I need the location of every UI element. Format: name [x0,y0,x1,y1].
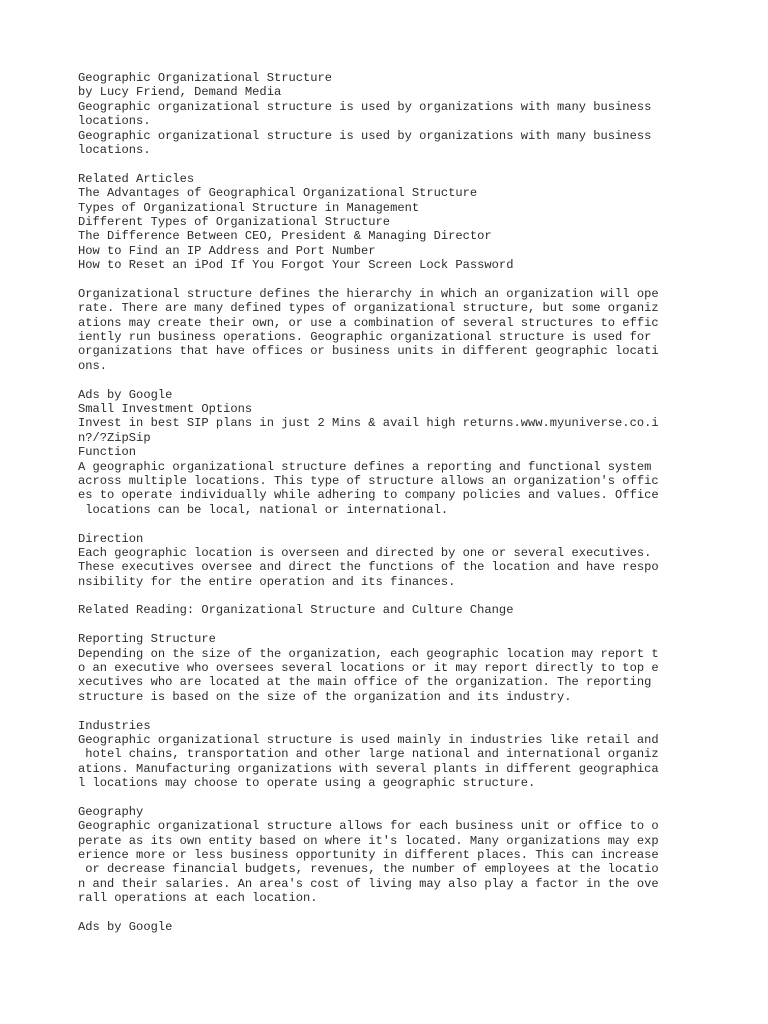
byline: by Lucy Friend, Demand Media [78,85,282,100]
paragraph-line: Geographic organizational structure allows for each business unit or office to o [78,819,659,834]
paragraph-line: A geographic organizational structure defines a reporting and functional system [78,459,652,474]
section-heading: Function [78,445,137,460]
paragraph-line: rate. There are many defined types of organizational structure, but some organiz [78,301,659,316]
related-article-link[interactable]: Different Types of Organizational Structure [78,214,391,229]
section-heading: Related Articles [78,171,195,186]
reporting-block [78,632,758,704]
section-heading: Industries [78,718,151,733]
related-article-link[interactable]: The Difference Between CEO, President & Managing Director [78,229,492,244]
related-article-link[interactable]: The Advantages of Geographical Organizational Structure [78,186,478,201]
related-reading-block [78,603,758,617]
paragraph-line: hotel chains, transportation and other large national and international organiz [78,747,659,762]
related-article-link[interactable]: Types of Organizational Structure in Management [78,200,420,215]
ad-title-link[interactable]: Small Investment Options [78,401,253,416]
intro-paragraph [78,287,758,373]
paragraph-line: organizations that have offices or business units in different geographic locati [78,344,659,359]
paragraph-line: n and their salaries. An area's cost of living may also play a factor in the ove [78,876,659,891]
section-heading: Direction [78,531,144,546]
paragraph-line: xecutives who are located at the main office of the organization. The reporting [78,675,652,690]
ad-text[interactable]: n?/?ZipSip [78,430,151,445]
paragraph-line: These executives oversee and direct the functions of the location and have respo [78,560,659,575]
header-block [78,71,758,157]
paragraph-line: o an executive who oversees several locations or it may report directly to top e [78,661,659,676]
paragraph-line: Geographic organizational structure is used mainly in industries like retail and [78,732,659,747]
ads-function-block [78,388,758,518]
paragraph-line: erience more or less business opportunity in different places. This can increase [78,848,659,863]
summary-line: Geographic organizational structure is used by organizations with many business [78,128,652,143]
summary-line: Geographic organizational structure is used by organizations with many business [78,99,652,114]
paragraph-line: es to operate individually while adhering to company policies and values. Office [78,488,659,503]
summary-line: locations. [78,142,151,157]
industries-block [78,719,758,791]
ads-label: Ads by Google [78,920,173,935]
paragraph-line: ations may create their own, or use a combination of several structures to effic [78,315,659,330]
paragraph-line: locations can be local, national or international. [78,502,449,517]
paragraph-line: iently run business operations. Geographic organizational structure is used for [78,330,652,345]
paragraph-line: or decrease financial budgets, revenues, the number of employees at the locatio [78,862,659,877]
paragraph-line: across multiple locations. This type of structure allows an organization's offic [78,473,659,488]
paragraph-line: rall operations at each location. [78,891,318,906]
related-articles-block [78,172,758,273]
paragraph-line: Each geographic location is overseen and directed by one or several executives. [78,545,652,560]
ads-label: Ads by Google [78,387,173,402]
document-page [78,71,758,934]
paragraph-line: nsibility for the entire operation and its finances. [78,574,456,589]
paragraph-line: Depending on the size of the organization, each geographic location may report t [78,646,659,661]
paragraph-line: ons. [78,358,108,373]
section-heading: Geography [78,804,144,819]
ad-text[interactable]: Invest in best SIP plans in just 2 Mins & avail high returns.www.myuniverse.co.i [78,416,659,431]
geography-block [78,805,758,906]
document-title: Geographic Organizational Structure [78,71,333,85]
section-heading: Reporting Structure [78,632,216,647]
paragraph-line: ations. Manufacturing organizations with several plants in different geographica [78,761,659,776]
paragraph-line: l locations may choose to operate using a geographic structure. [78,776,536,791]
related-article-link[interactable]: How to Reset an iPod If You Forgot Your Screen Lock Password [78,258,514,273]
related-reading-link[interactable]: Related Reading: Organizational Structure and Culture Change [78,603,514,618]
direction-block [78,532,758,590]
paragraph-line: structure is based on the size of the organization and its industry. [78,689,572,704]
paragraph-line: Organizational structure defines the hierarchy in which an organization will ope [78,286,659,301]
ads-footer-block [78,920,758,934]
paragraph-line: perate as its own entity based on where it's located. Many organizations may exp [78,833,659,848]
related-article-link[interactable]: How to Find an IP Address and Port Number [78,243,376,258]
summary-line: locations. [78,114,151,129]
